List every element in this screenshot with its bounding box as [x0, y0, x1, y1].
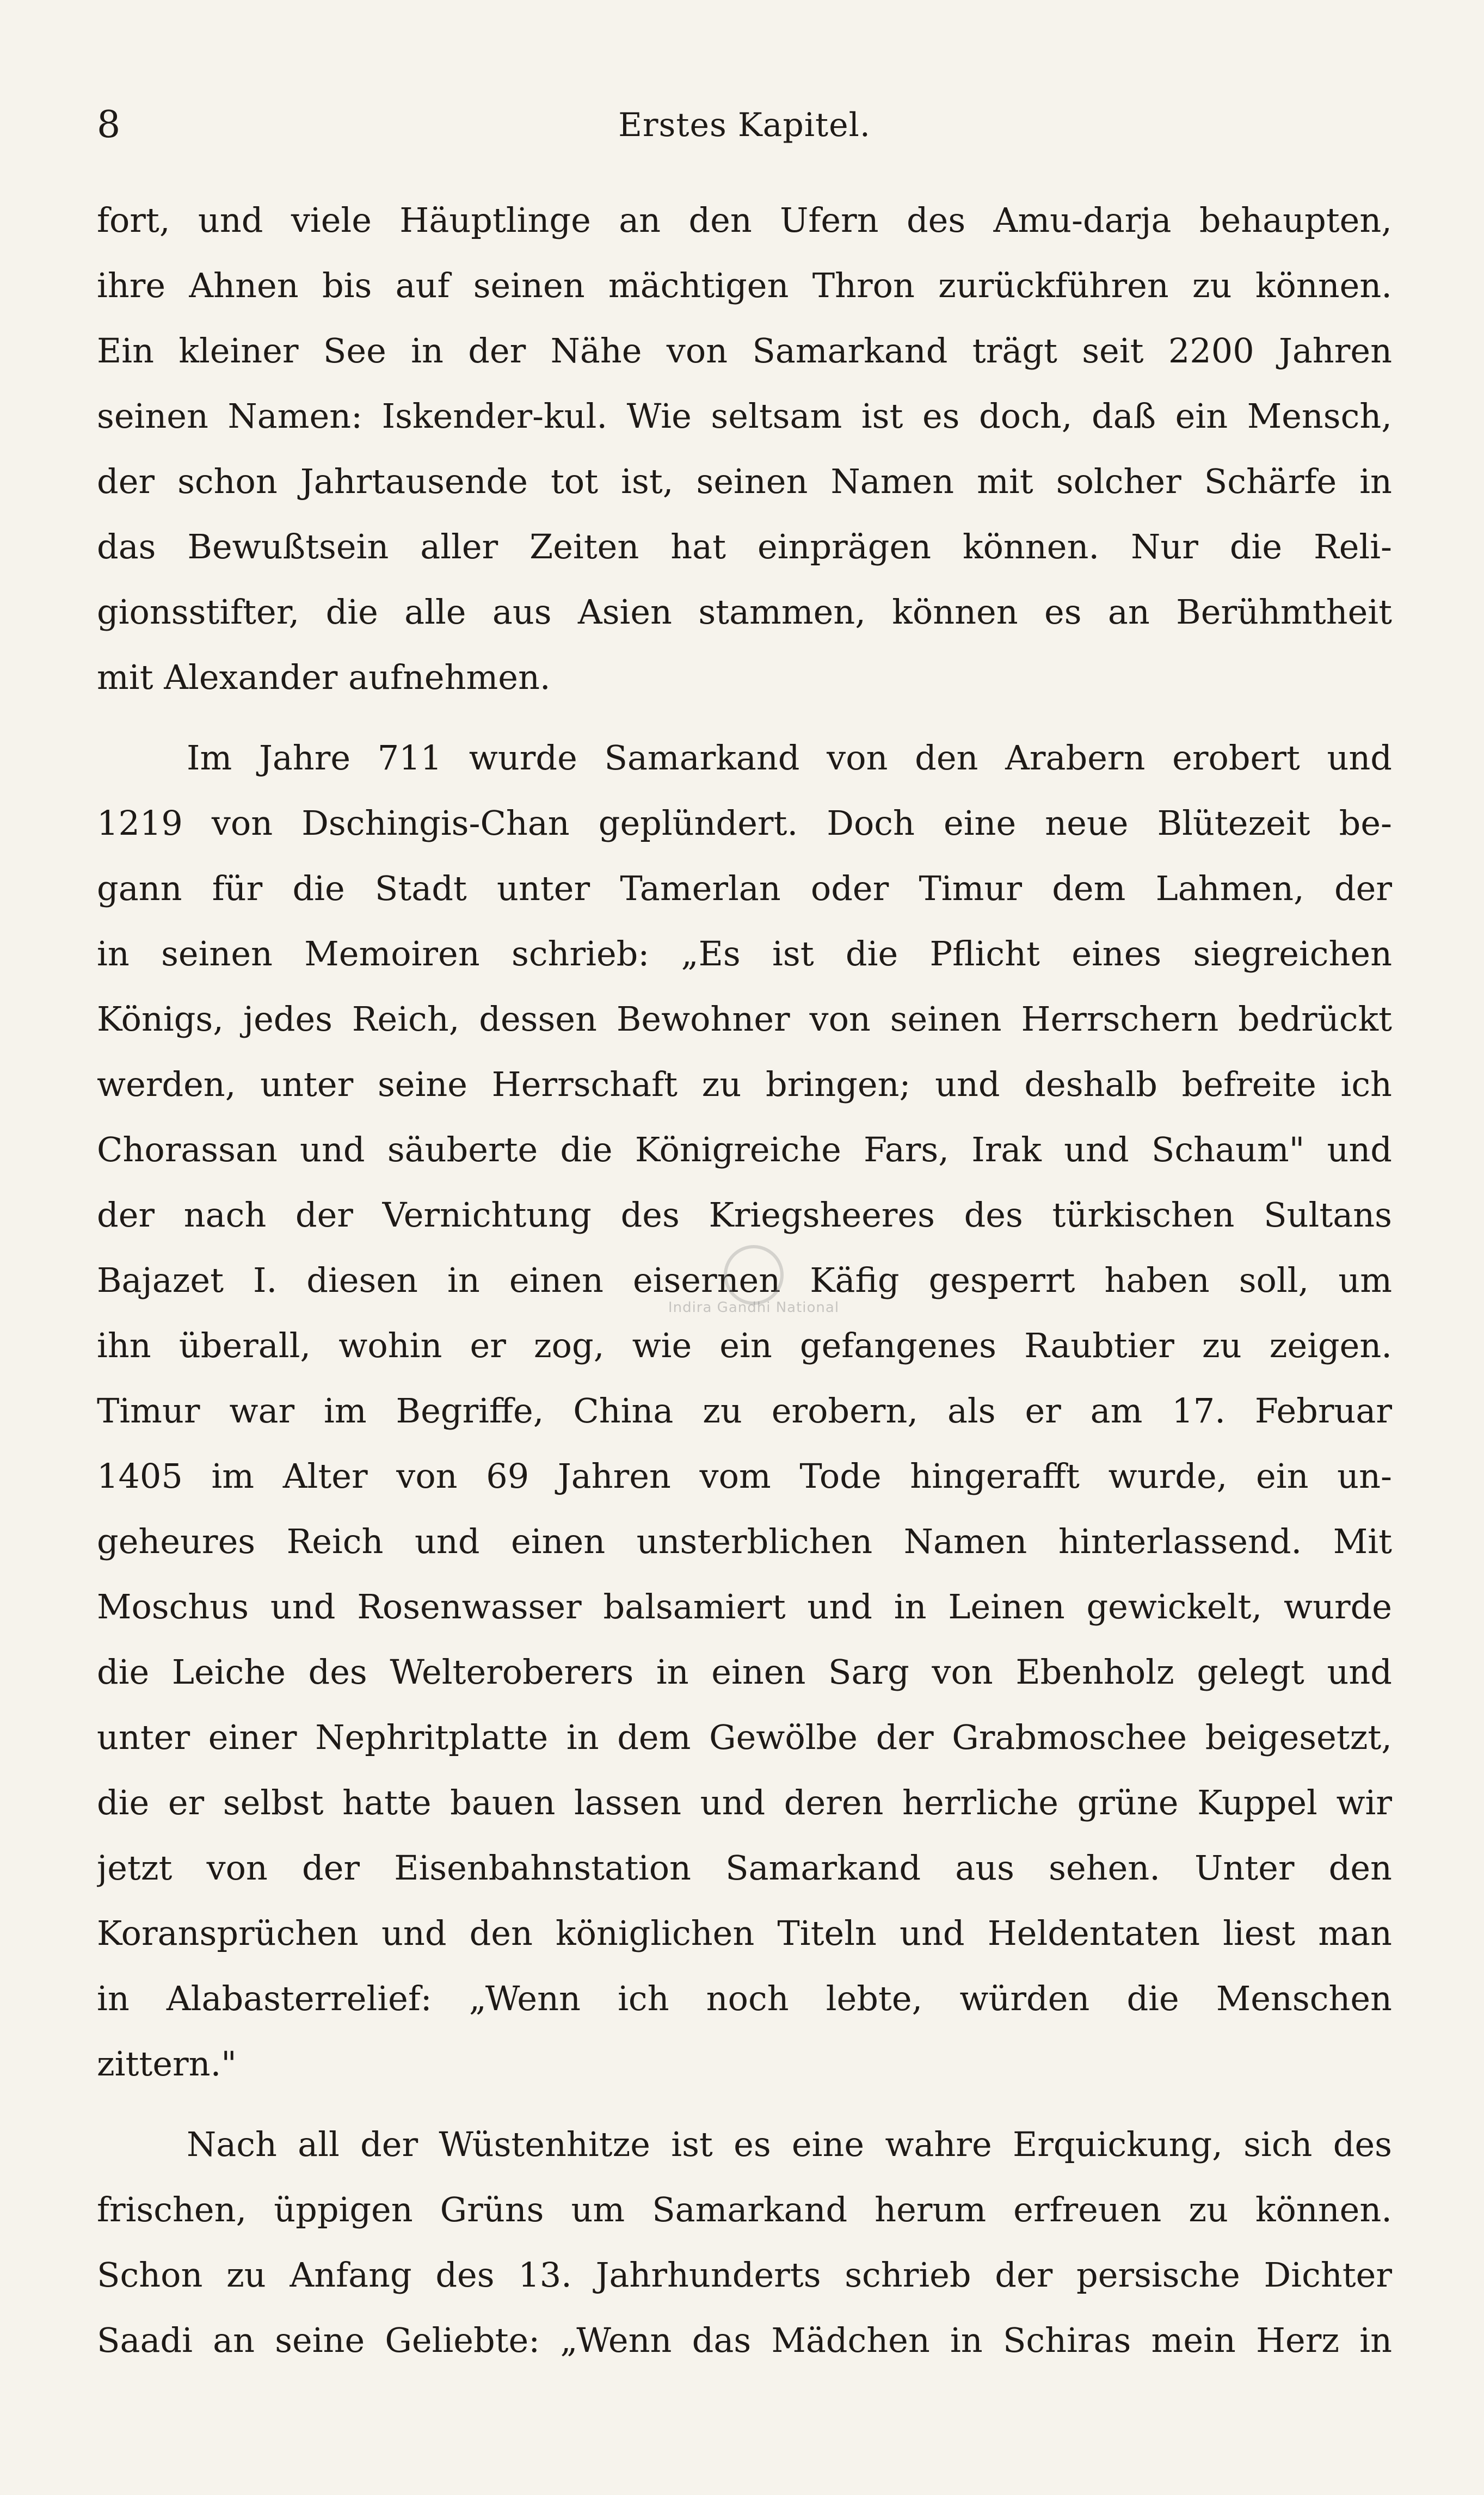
text-line: die Leiche des Welteroberers in einen Sarg von Ebenholz gelegt und [97, 1652, 1392, 1692]
paragraph [97, 725, 1392, 2097]
text-line: mit Alexander aufnehmen. [97, 657, 551, 697]
text-line: ihn überall, wohin er zog, wie ein gefangenes Raubtier zu zeigen. [97, 1326, 1392, 1365]
text-line: die er selbst hatte bauen lassen und deren herrliche grüne Kuppel wir [97, 1783, 1392, 1822]
text-line: zittern." [97, 2044, 237, 2084]
text-line: Koransprüchen und den königlichen Titeln und Heldentaten liest man [97, 1913, 1392, 1953]
text-line: seinen Namen: Iskender-kul. Wie seltsam ist es doch, daß ein Mensch, [97, 396, 1392, 436]
text-line: jetzt von der Eisenbahnstation Samarkand aus sehen. Unter den [97, 1848, 1392, 1888]
text-line: Saadi an seine Geliebte: „Wenn das Mädchen in Schiras mein Herz in [97, 2320, 1392, 2360]
text-line: Timur war im Begriffe, China zu erobern, als er am 17. Februar [97, 1391, 1392, 1431]
paragraph-gap [97, 2097, 1392, 2112]
paragraph-gap [97, 710, 1392, 725]
text-line: Nach all der Wüstenhitze ist es eine wahre Erquickung, sich des [187, 2124, 1392, 2164]
text-line: 1219 von Dschingis-Chan geplündert. Doch eine neue Blütezeit be- [97, 803, 1392, 843]
text-line: geheures Reich und einen unsterblichen Namen hinterlassend. Mit [97, 1521, 1392, 1561]
text-line: in seinen Memoiren schrieb: „Es ist die Pflicht eines siegreichen [97, 934, 1392, 974]
text-line: ihre Ahnen bis auf seinen mächtigen Thron zurückführen zu können. [97, 266, 1392, 305]
text-line: der schon Jahrtausende tot ist, seinen Namen mit solcher Schärfe in [97, 461, 1392, 501]
text-line: Schon zu Anfang des 13. Jahrhunderts schrieb der persische Dichter [97, 2255, 1392, 2295]
text-line: gionsstifter, die alle aus Asien stammen, können es an Berühmtheit [97, 592, 1392, 632]
text-line: gann für die Stadt unter Tamerlan oder Timur dem Lahmen, der [97, 868, 1392, 908]
text-line: Im Jahre 711 wurde Samarkand von den Arabern erobert und [187, 738, 1392, 778]
text-line: Bajazet I. diesen in einen eisernen Käfig gesperrt haben soll, um [97, 1260, 1392, 1300]
text-line: in Alabasterrelief: „Wenn ich noch lebte, würden die Menschen [97, 1979, 1392, 2018]
running-head [97, 101, 1392, 150]
text-line: Moschus und Rosenwasser balsamiert und in Leinen gewickelt, wurde [97, 1587, 1392, 1627]
watermark-text: Indira Gandhi National [668, 1299, 840, 1316]
text-line: unter einer Nephritplatte in dem Gewölbe der Grabmoschee beigesetzt, [97, 1717, 1392, 1757]
text-line: der nach der Vernichtung des Kriegsheeres des türkischen Sultans [97, 1195, 1392, 1235]
text-line: Königs, jedes Reich, dessen Bewohner von seinen Herrschern bedrückt [97, 999, 1392, 1039]
chapter-title: Erstes Kapitel. [618, 106, 871, 144]
text-line: werden, unter seine Herrschaft zu bringen; und deshalb befreite ich [97, 1064, 1392, 1104]
text-line: das Bewußtsein aller Zeiten hat einprägen können. Nur die Reli- [97, 527, 1392, 566]
text-line: Chorassan und säuberte die Königreiche Fars, Irak und Schaum" und [97, 1130, 1392, 1169]
page-number: 8 [97, 103, 121, 146]
text-line: frischen, üppigen Grüns um Samarkand herum erfreuen zu können. [97, 2190, 1392, 2229]
body-text [97, 188, 1392, 2373]
text-line: fort, und viele Häuptlinge an den Ufern des Amu-darja behaupten, [97, 200, 1392, 240]
text-line: Ein kleiner See in der Nähe von Samarkand trägt seit 2200 Jahren [97, 331, 1392, 371]
paragraph [97, 2112, 1392, 2373]
paragraph [97, 188, 1392, 710]
text-line: 1405 im Alter von 69 Jahren vom Tode hingerafft wurde, ein un- [97, 1456, 1392, 1496]
